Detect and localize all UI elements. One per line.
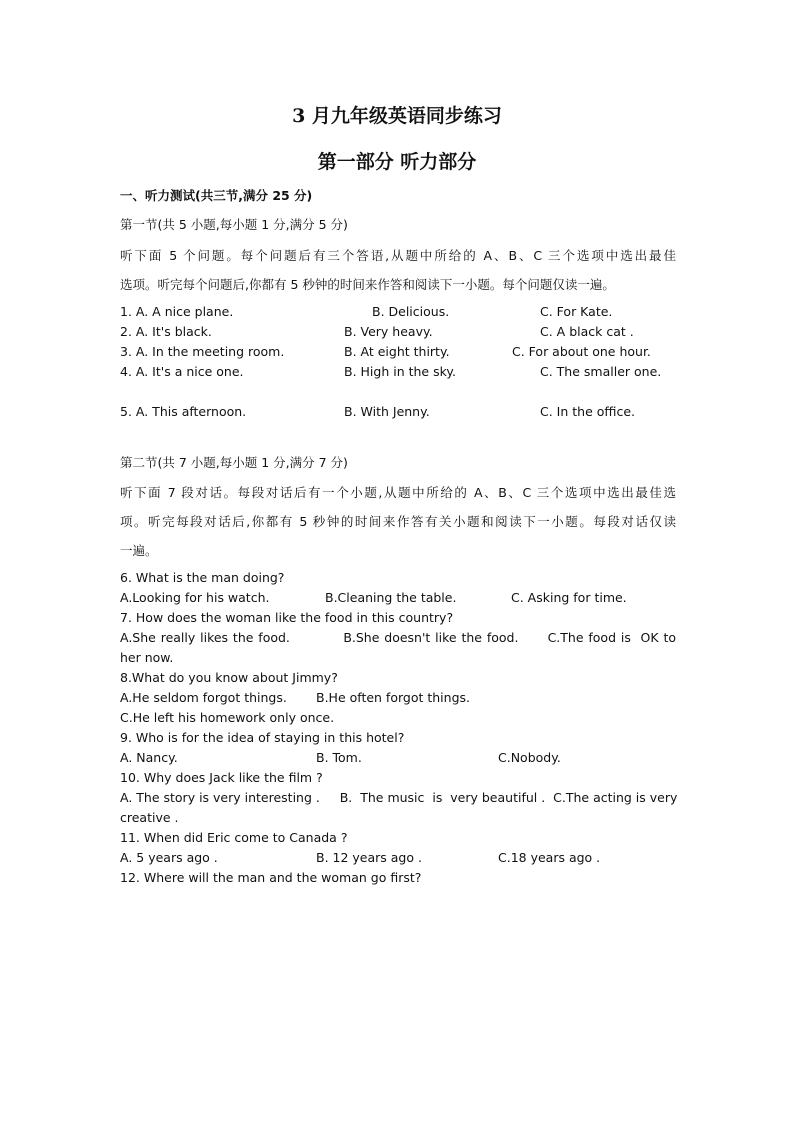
- q4-option-b: B. High in the sky.: [344, 364, 456, 379]
- part1-instructions-line1: 听下面 5 个问题。每个问题后有三个答语,从题中所给的 A、B、C 三个选项中选出最佳: [120, 248, 676, 263]
- section-title: 第一部分 听力部分: [317, 151, 477, 173]
- q11-option-b: B. 12 years ago .: [316, 850, 422, 865]
- q7-options-continued: her now.: [120, 650, 174, 665]
- q9-option-b: B. Tom.: [316, 750, 362, 765]
- q10-options-continued: creative .: [120, 810, 179, 825]
- q5-option-b: B. With Jenny.: [344, 404, 430, 419]
- q10-question: 10. Why does Jack like the film ?: [120, 770, 323, 785]
- q2-option-c: C. A black cat .: [540, 324, 634, 339]
- q4-option-a: 4. A. It's a nice one.: [120, 364, 244, 379]
- q3-option-c: C. For about one hour.: [512, 344, 651, 359]
- q7-question: 7. How does the woman like the food in this country?: [120, 610, 454, 625]
- part2-instructions-line2: 项。听完每段对话后,你都有 5 秒钟的时间来作答有关小题和阅读下一小题。每段对话仅读: [120, 514, 676, 529]
- q6-question: 6. What is the man doing?: [120, 570, 285, 585]
- q6-option-c: C. Asking for time.: [511, 590, 627, 605]
- q12-question: 12. Where will the man and the woman go first?: [120, 870, 422, 885]
- q6-option-b: B.Cleaning the table.: [325, 590, 457, 605]
- q1-option-c: C. For Kate.: [540, 304, 613, 319]
- q2-option-b: B. Very heavy.: [344, 324, 433, 339]
- q10-options-line: A. The story is very interesting . B. The music is very beautiful . C.The acting is very: [120, 790, 678, 805]
- q1-option-a: 1. A. A nice plane.: [120, 304, 234, 319]
- q2-option-a: 2. A. It's black.: [120, 324, 212, 339]
- q9-option-a: A. Nancy.: [120, 750, 178, 765]
- q9-question: 9. Who is for the idea of staying in this hotel?: [120, 730, 405, 745]
- q4-option-c: C. The smaller one.: [540, 364, 662, 379]
- q6-option-a: A.Looking for his watch.: [120, 590, 270, 605]
- q8-option-a: A.He seldom forgot things.: [120, 690, 287, 705]
- page-title: 3 月九年级英语同步练习: [292, 105, 502, 127]
- q9-option-c: C.Nobody.: [498, 750, 561, 765]
- q5-option-c: C. In the office.: [540, 404, 636, 419]
- part1-heading: 第一节(共 5 小题,每小题 1 分,满分 5 分): [120, 217, 348, 232]
- q11-option-c: C.18 years ago .: [498, 850, 601, 865]
- section1-heading: 一、听力测试(共三节,满分 25 分): [120, 188, 313, 203]
- part2-instructions-line1: 听下面 7 段对话。每段对话后有一个小题,从题中所给的 A、B、C 三个选项中选出最佳选: [120, 485, 676, 500]
- q7-options-line: A.She really likes the food. B.She doesn't like the food. C.The food is OK to: [120, 630, 676, 645]
- q11-question: 11. When did Eric come to Canada ?: [120, 830, 348, 845]
- q1-option-b: B. Delicious.: [372, 304, 450, 319]
- q5-option-a: 5. A. This afternoon.: [120, 404, 247, 419]
- part2-instructions-line3: 一遍。: [120, 543, 158, 558]
- q8-option-c: C.He left his homework only once.: [120, 710, 335, 725]
- q3-option-b: B. At eight thirty.: [344, 344, 450, 359]
- q11-option-a: A. 5 years ago .: [120, 850, 218, 865]
- part1-instructions-line2: 选项。听完每个问题后,你都有 5 秒钟的时间来作答和阅读下一小题。每个问题仅读一遍。: [120, 277, 615, 292]
- q8-question: 8.What do you know about Jimmy?: [120, 670, 338, 685]
- q8-option-b: B.He often forgot things.: [316, 690, 470, 705]
- q3-option-a: 3. A. In the meeting room.: [120, 344, 285, 359]
- part2-heading: 第二节(共 7 小题,每小题 1 分,满分 7 分): [120, 455, 348, 470]
